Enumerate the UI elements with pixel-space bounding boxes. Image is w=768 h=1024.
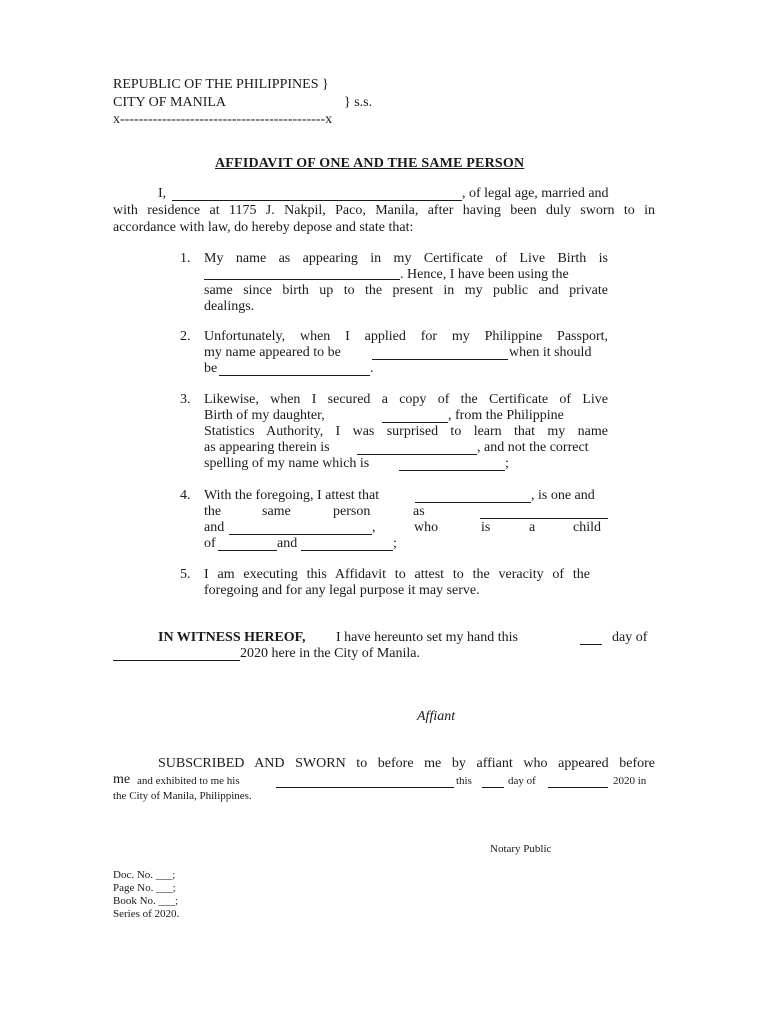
item-5-line1-text: I am executing this Affidavit to attest to the veracity of the — [204, 567, 590, 582]
jurat-year: 2020 in — [613, 775, 647, 787]
affiant-label: Affiant — [417, 709, 456, 724]
book-number: Book No. ___; — [113, 895, 179, 907]
witness-bold: IN WITNESS HEREOF, — [158, 630, 306, 645]
item-4-word-person: person — [333, 504, 371, 519]
jurat-line1 — [158, 756, 655, 772]
item-4-word-child: child — [573, 520, 601, 535]
item-3-blank-1 — [382, 422, 448, 423]
item-2-line1-text: Unfortunately, when I applied for my Philippine Passport, — [204, 329, 608, 344]
item-2-line2-end: when it should — [509, 345, 592, 360]
item-4-blank-1 — [415, 502, 531, 503]
jurat-this: this — [456, 775, 472, 787]
name-blank-line — [172, 200, 462, 201]
item-3-line2-start: Birth of my daughter, — [204, 408, 325, 423]
intro-i: I, — [158, 186, 167, 201]
series-year: Series of 2020. — [113, 908, 180, 920]
item-5-line2: foregoing and for any legal purpose it may serve. — [204, 583, 480, 598]
notary-public-label: Notary Public — [490, 843, 552, 855]
item-5-number: 5. — [180, 567, 191, 582]
item-1-line4: dealings. — [204, 299, 255, 314]
witness-day-blank — [580, 644, 602, 645]
item-3-line4-start: as appearing therein is — [204, 440, 330, 455]
item-4-word-who: who — [414, 520, 439, 535]
item-3-line3-text: Statistics Authority, I was surprised to learn that my name — [204, 424, 608, 439]
item-4-blank-3 — [229, 534, 372, 535]
jurat-month-blank — [548, 787, 608, 788]
item-1-line1 — [204, 251, 608, 267]
item-2-blank-2 — [219, 375, 370, 376]
item-2-number: 2. — [180, 329, 191, 344]
item-4-number: 4. — [180, 488, 191, 503]
item-3-blank-2 — [357, 454, 477, 455]
item-2-line2-start: my name appeared to be — [204, 345, 341, 360]
witness-line1-text: I have hereunto set my hand this — [336, 630, 518, 645]
witness-line2-text: 2020 here in the City of Manila. — [240, 646, 421, 661]
jurat-day-blank — [482, 787, 504, 788]
jurat-line1-text: SUBSCRIBED AND SWORN to before me by affiant who appeared before — [158, 756, 655, 771]
item-4-word-a: a — [529, 520, 536, 535]
document-title: AFFIDAVIT OF ONE AND THE SAME PERSON — [215, 156, 525, 171]
item-1-line3-text: same since birth up to the present in my public and private — [204, 283, 608, 298]
item-3-line3 — [204, 424, 608, 440]
item-3-line1-text: Likewise, when I secured a copy of the Certificate of Live — [204, 392, 608, 407]
item-4-word-as: as — [413, 504, 425, 519]
item-3-blank-3 — [399, 470, 505, 471]
item-4-blank-5 — [301, 550, 393, 551]
item-2-line3-end: . — [370, 361, 374, 376]
item-5-line1 — [204, 567, 590, 583]
item-1-line3 — [204, 283, 608, 299]
item-2-blank-1 — [372, 359, 508, 360]
item-3-line4-end: , and not the correct — [477, 440, 589, 455]
intro-line1-end: , of legal age, married and — [462, 186, 609, 201]
item-4-line4-of: of — [204, 536, 216, 551]
header-divider: x--------------------------------------------x — [113, 112, 333, 127]
item-4-word-the: the — [204, 504, 222, 519]
item-3-line5-end: ; — [505, 456, 509, 471]
intro-line2-text: with residence at 1175 J. Nakpil, Paco, Manila, after having been duly sworn to in — [113, 203, 655, 218]
doc-number: Doc. No. ___; — [113, 869, 176, 881]
item-3-number: 3. — [180, 392, 191, 407]
item-3-line1 — [204, 392, 608, 408]
page-number: Page No. ___; — [113, 882, 176, 894]
item-3-line5-start: spelling of my name which is — [204, 456, 370, 471]
witness-day-of: day of — [612, 630, 648, 645]
intro-line2 — [113, 203, 655, 219]
item-4-line1-start: With the foregoing, I attest that — [204, 488, 380, 503]
item-3-line2-end: , from the Philippine — [448, 408, 564, 423]
jurat-day-of: day of — [508, 775, 536, 787]
item-4-line4-and: and — [277, 536, 298, 551]
item-4-word-same: same — [262, 504, 291, 519]
item-4-line1-end: , is one and — [531, 488, 595, 503]
item-1-line2-end: . Hence, I have been using the — [400, 267, 569, 282]
header-ss: } s.s. — [344, 95, 373, 110]
item-1-line1-text: My name as appearing in my Certificate of Live Birth is — [204, 251, 608, 266]
header-city: CITY OF MANILA — [113, 95, 227, 110]
item-4-line3-comma: , — [372, 520, 376, 535]
jurat-id-blank — [276, 787, 454, 788]
item-4-blank-2 — [480, 518, 608, 519]
header-republic: REPUBLIC OF THE PHILIPPINES } — [113, 77, 329, 92]
witness-month-blank — [113, 660, 240, 661]
item-1-blank — [204, 279, 400, 280]
item-1-number: 1. — [180, 251, 191, 266]
item-2-line3-start: be — [204, 361, 218, 376]
jurat-exhibited: and exhibited to me his — [137, 775, 240, 787]
jurat-line3: the City of Manila, Philippines. — [113, 790, 252, 802]
item-2-line1 — [204, 329, 608, 345]
item-4-word-is: is — [481, 520, 491, 535]
item-4-line3-and: and — [204, 520, 225, 535]
intro-line3: accordance with law, do hereby depose and state that: — [113, 220, 414, 235]
item-4-blank-4 — [218, 550, 277, 551]
jurat-me: me — [113, 772, 131, 787]
item-4-line4-end: ; — [393, 536, 397, 551]
